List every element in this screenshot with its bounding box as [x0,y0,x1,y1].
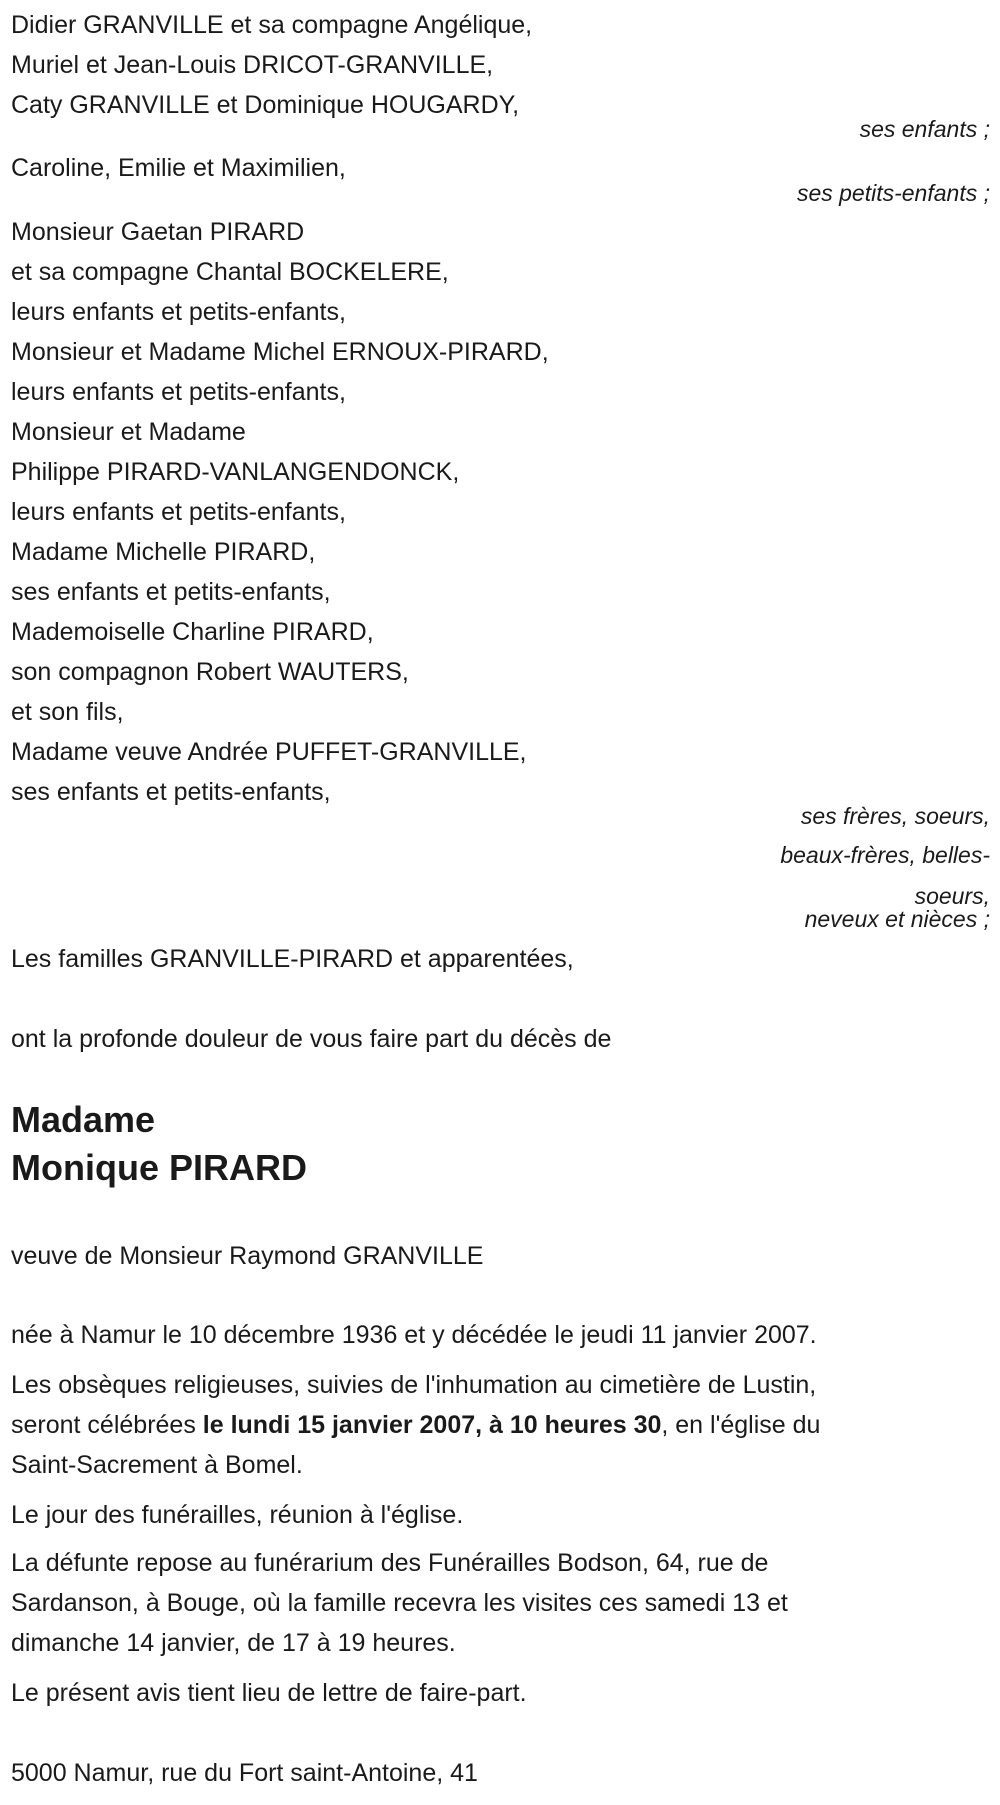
family-line: et son fils, [11,698,124,726]
family-line: Monsieur et Madame Michel ERNOUX-PIRARD, [11,338,549,366]
family-line: leurs enfants et petits-enfants, [11,498,346,526]
children-list [11,5,532,125]
announcement: ont la profonde douleur de vous faire part du décès de [11,1025,612,1053]
relation-label: beaux-frères, belles- [780,842,990,868]
family-line: Didier GRANVILLE et sa compagne Angélique, [11,11,533,39]
family-line: Muriel et Jean-Louis DRICOT-GRANVILLE, [11,51,494,79]
family-line: Caroline, Emilie et Maximilien, [11,154,346,182]
grandchildren-list [11,148,346,188]
family-line: ses enfants et petits-enfants, [11,778,331,806]
family-line: Mademoiselle Charline PIRARD, [11,618,374,646]
family-line: Monsieur et Madame [11,418,246,446]
family-line: Madame veuve Andrée PUFFET-GRANVILLE, [11,738,527,766]
siblings-list [11,212,549,812]
relation-label: ses petits-enfants ; [796,180,990,206]
funeral-line: Saint-Sacrement à Bomel. [11,1451,303,1479]
family-line: ses enfants et petits-enfants, [11,578,331,606]
birth-death: née à Namur le 10 décembre 1936 et y décédée le jeudi 11 janvier 2007. [11,1321,817,1349]
relation-label: ses frères, soeurs, [800,803,990,829]
family-line: Monsieur Gaetan PIRARD [11,218,305,246]
relation-label: ses enfants ; [859,116,990,142]
visitation [11,1543,788,1663]
family-line: leurs enfants et petits-enfants, [11,298,346,326]
widow-of: veuve de Monsieur Raymond GRANVILLE [11,1242,484,1270]
visitation-line: Sardanson, à Bouge, où la famille recevra les visites ces samedi 13 et [11,1589,788,1617]
meeting: Le jour des funérailles, réunion à l'église. [11,1501,464,1529]
funeral-details [11,1365,820,1485]
address: 5000 Namur, rue du Fort saint-Antoine, 41 [11,1759,478,1787]
family-line: et sa compagne Chantal BOCKELERE, [11,258,449,286]
families-line: Les familles GRANVILLE-PIRARD et apparentées, [11,945,574,973]
deceased-title: Madame [11,1099,156,1140]
relation-label: soeurs, [914,883,990,909]
visitation-line: dimanche 14 janvier, de 17 à 19 heures. [11,1629,456,1657]
funeral-text: seront célébrées [11,1411,203,1439]
relation-label: neveux et nièces ; [804,906,990,932]
deceased-name: Monique PIRARD [11,1147,307,1188]
visitation-line: La défunte repose au funérarium des Funérailles Bodson, 64, rue de [11,1549,769,1577]
funeral-date: le lundi 15 janvier 2007, à 10 heures 30 [202,1411,662,1439]
family-line: leurs enfants et petits-enfants, [11,378,346,406]
notice: Le présent avis tient lieu de lettre de faire-part. [11,1679,527,1707]
funeral-line [11,1405,820,1445]
family-line: Caty GRANVILLE et Dominique HOUGARDY, [11,91,520,119]
family-line: Philippe PIRARD-VANLANGENDONCK, [11,458,460,486]
funeral-text: , en l'église du [661,1411,821,1439]
family-line: Madame Michelle PIRARD, [11,538,316,566]
family-line: son compagnon Robert WAUTERS, [11,658,409,686]
funeral-line: Les obsèques religieuses, suivies de l'inhumation au cimetière de Lustin, [11,1371,817,1399]
